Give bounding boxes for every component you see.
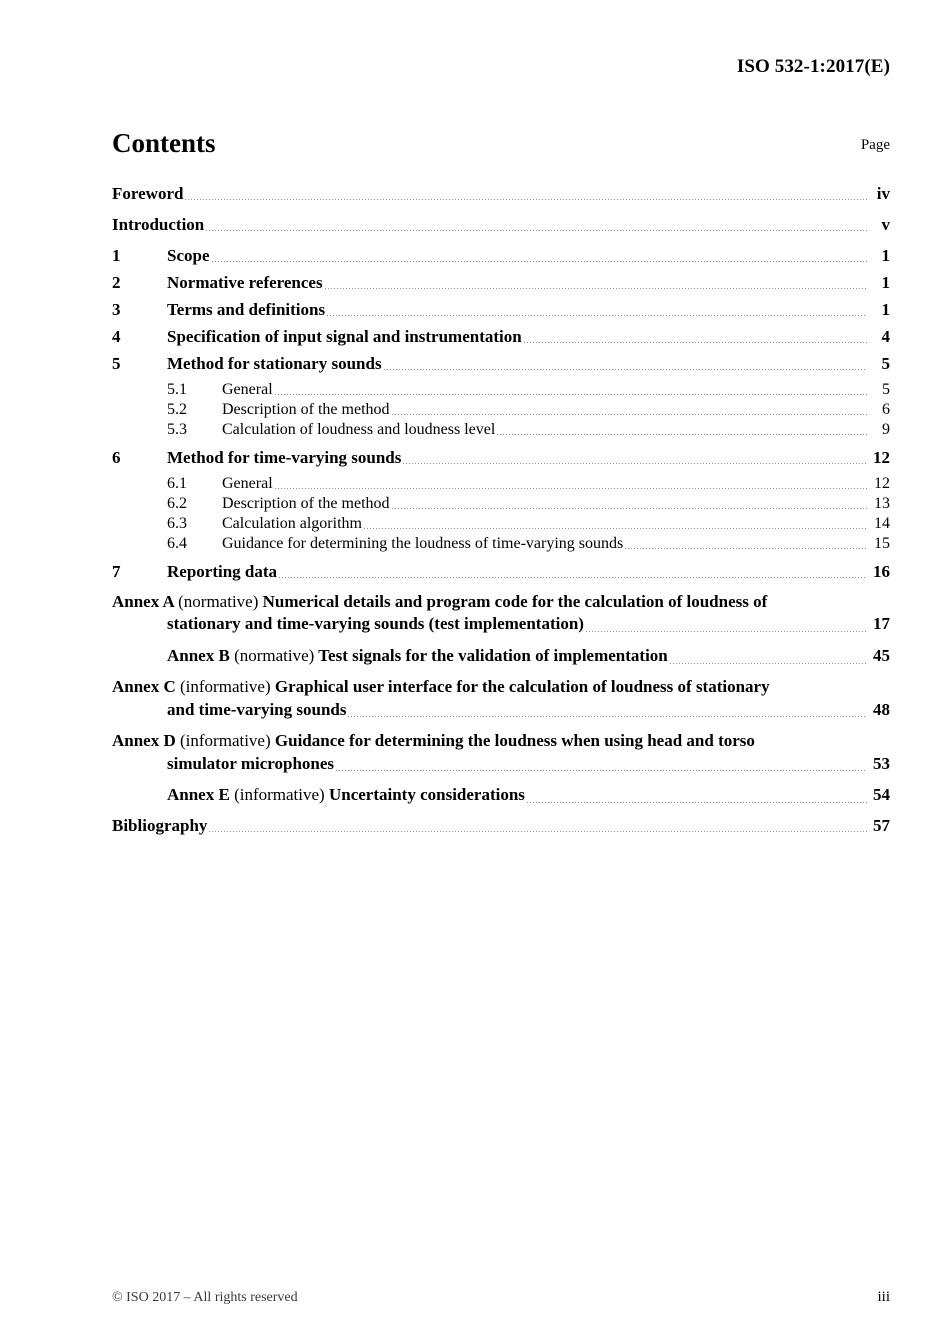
dot-leader <box>185 187 867 204</box>
annex-label: Annex D <box>112 731 176 751</box>
toc-entry-introduction[interactable] <box>112 215 890 235</box>
dot-leader <box>209 819 867 836</box>
toc-entry-title: Method for time-varying sounds <box>167 448 402 467</box>
toc-entry-title: Calculation of loudness and loudness level <box>222 421 496 438</box>
toc-entry-title: General <box>222 475 273 492</box>
dot-leader <box>403 451 867 468</box>
toc-entry-page: 5 <box>882 381 890 398</box>
toc-entry-bibliography[interactable] <box>112 816 890 836</box>
dot-leader <box>325 276 867 293</box>
toc-entry-number: 5.3 <box>167 421 187 438</box>
toc-entry-number: 6.4 <box>167 535 187 552</box>
annex-title-line-1: Graphical user interface for the calculation of loudness of stationary <box>274 677 770 697</box>
toc-entry-clause-3[interactable] <box>112 300 890 320</box>
annex-label: Annex A <box>112 592 174 611</box>
dot-leader <box>392 497 867 513</box>
toc-entry-page: 9 <box>882 421 890 438</box>
toc-entry-clause-2[interactable] <box>112 273 890 293</box>
toc-entry-page: 15 <box>874 535 890 552</box>
toc-entry-page: iv <box>876 184 890 203</box>
toc-entry-title: Description of the method <box>222 495 390 512</box>
annex-tail-row <box>112 753 890 775</box>
page-title: Contents <box>112 128 216 158</box>
toc-entry-clause-6[interactable] <box>112 448 890 468</box>
page-folio: iii <box>877 1289 890 1305</box>
annex-tail-row <box>112 699 890 721</box>
dot-leader <box>392 403 867 419</box>
toc-entry-page: 16 <box>873 562 890 581</box>
table-of-contents <box>112 184 890 847</box>
toc-entry-title: Foreword <box>112 184 184 203</box>
dot-leader <box>384 357 867 374</box>
dot-leader <box>212 249 868 266</box>
annex-qualifier: (informative) <box>234 785 325 805</box>
toc-entry-number: 5.2 <box>167 401 187 418</box>
annex-title-line-1: Guidance for determining the loudness when using head and torso <box>274 731 755 751</box>
toc-entry-page: 48 <box>873 699 890 719</box>
toc-entry-subclause-6-2[interactable] <box>112 495 890 513</box>
dot-leader <box>586 619 867 636</box>
toc-entry-title: Normative references <box>167 273 323 292</box>
annex-line <box>167 784 525 806</box>
toc-entry-title: Introduction <box>112 215 205 234</box>
toc-entry-subclause-6-1[interactable] <box>112 475 890 493</box>
dot-leader <box>336 758 867 775</box>
annex-label: Annex C <box>112 677 176 697</box>
toc-entry-number: 4 <box>112 327 121 346</box>
dot-leader <box>497 423 867 439</box>
contents-heading-row <box>112 130 890 157</box>
toc-entry-subclause-5-1[interactable] <box>112 381 890 399</box>
annex-qualifier: (informative) <box>180 731 271 751</box>
toc-entry-clause-1[interactable] <box>112 246 890 266</box>
annex-qualifier: (informative) <box>180 677 271 697</box>
dot-leader <box>206 218 867 235</box>
dot-leader <box>527 790 867 807</box>
annex-title-line-2: stationary and time-varying sounds (test implementation) <box>167 614 584 634</box>
toc-entry-page: 4 <box>881 327 890 346</box>
dot-leader <box>625 537 867 553</box>
toc-entry-number: 7 <box>112 562 121 581</box>
toc-entry-title: Specification of input signal and instrumentation <box>167 327 522 346</box>
toc-entry-title: Guidance for determining the loudness of time-varying sounds <box>222 535 624 552</box>
toc-entry-page: 6 <box>882 401 890 418</box>
annex-label: Annex B <box>167 645 230 665</box>
annex-title-line-2: simulator microphones <box>167 753 335 773</box>
toc-entry-number: 6.1 <box>167 475 187 492</box>
annex-tail-row <box>167 645 890 667</box>
toc-entry-number: 6 <box>112 448 121 467</box>
dot-leader <box>275 383 867 399</box>
toc-entry-page: v <box>881 215 890 234</box>
toc-entry-annex-b[interactable] <box>112 645 890 667</box>
annex-title-line-1: Test signals for the validation of implementation <box>318 645 668 665</box>
toc-entry-title: Scope <box>167 246 210 265</box>
toc-entry-page: 1 <box>881 300 890 319</box>
toc-entry-page: 5 <box>881 354 890 373</box>
toc-entry-page: 17 <box>873 614 890 634</box>
toc-entry-clause-5[interactable] <box>112 354 890 374</box>
annex-title-line-1: Uncertainty considerations <box>328 785 525 805</box>
dot-leader <box>364 517 867 533</box>
toc-entry-page: 54 <box>873 785 890 805</box>
toc-entry-clause-7[interactable] <box>112 562 890 582</box>
toc-entry-subclause-6-3[interactable] <box>112 515 890 533</box>
toc-entry-title: Description of the method <box>222 401 390 418</box>
page-column-label: Page <box>860 137 890 153</box>
copyright-notice: © ISO 2017 – All rights reserved <box>112 1290 298 1305</box>
toc-entry-number: 2 <box>112 273 121 292</box>
toc-entry-foreword[interactable] <box>112 184 890 204</box>
dot-leader <box>348 704 867 721</box>
dot-leader <box>275 477 867 493</box>
toc-entry-page: 53 <box>873 753 890 773</box>
toc-entry-number: 6.2 <box>167 495 187 512</box>
toc-entry-number: 3 <box>112 300 121 319</box>
annex-qualifier: (normative) <box>234 645 315 665</box>
toc-entry-page: 1 <box>881 246 890 265</box>
toc-entry-title: Calculation algorithm <box>222 515 362 532</box>
toc-entry-clause-4[interactable] <box>112 327 890 347</box>
toc-entry-page: 12 <box>874 475 890 492</box>
toc-entry-title: Method for stationary sounds <box>167 354 382 373</box>
annex-tail-row <box>112 613 890 635</box>
toc-entry-title: Reporting data <box>167 562 278 581</box>
toc-entry-subclause-5-2[interactable] <box>112 401 890 419</box>
dot-leader <box>524 330 867 347</box>
toc-entry-title: Terms and definitions <box>167 300 326 319</box>
toc-entry-annex-e[interactable] <box>112 784 890 806</box>
toc-entry-number: 1 <box>112 246 121 265</box>
document-footer <box>112 1289 890 1306</box>
document-header-standard-ref: ISO 532-1:2017(E) <box>736 56 890 77</box>
toc-entry-annex-d[interactable] <box>112 730 890 775</box>
toc-entry-title: General <box>222 381 273 398</box>
dot-leader <box>670 650 867 667</box>
toc-entry-number: 5.1 <box>167 381 187 398</box>
toc-entry-page: 57 <box>873 815 890 835</box>
toc-entry-page: 12 <box>873 448 890 467</box>
toc-entry-number: 6.3 <box>167 515 187 532</box>
annex-tail-row <box>167 784 890 806</box>
annex-title-line-2: and time-varying sounds <box>167 699 347 719</box>
toc-entry-title: Bibliography <box>112 815 208 835</box>
toc-entry-annex-a[interactable] <box>112 591 890 636</box>
toc-entry-page: 13 <box>874 495 890 512</box>
toc-entry-annex-c[interactable] <box>112 676 890 721</box>
dot-leader <box>279 565 867 582</box>
toc-entry-page: 45 <box>873 645 890 665</box>
toc-entry-subclause-5-3[interactable] <box>112 421 890 439</box>
toc-entry-page: 14 <box>874 515 890 532</box>
annex-line <box>167 645 668 667</box>
toc-entry-subclause-6-4[interactable] <box>112 535 890 553</box>
toc-entry-page: 1 <box>881 273 890 292</box>
annex-label: Annex E <box>167 785 230 805</box>
toc-entry-number: 5 <box>112 354 121 373</box>
annex-title-line-1: Numerical details and program code for the calculation of loudness of <box>262 592 768 611</box>
dot-leader <box>327 303 867 320</box>
annex-qualifier: (normative) <box>178 592 259 611</box>
